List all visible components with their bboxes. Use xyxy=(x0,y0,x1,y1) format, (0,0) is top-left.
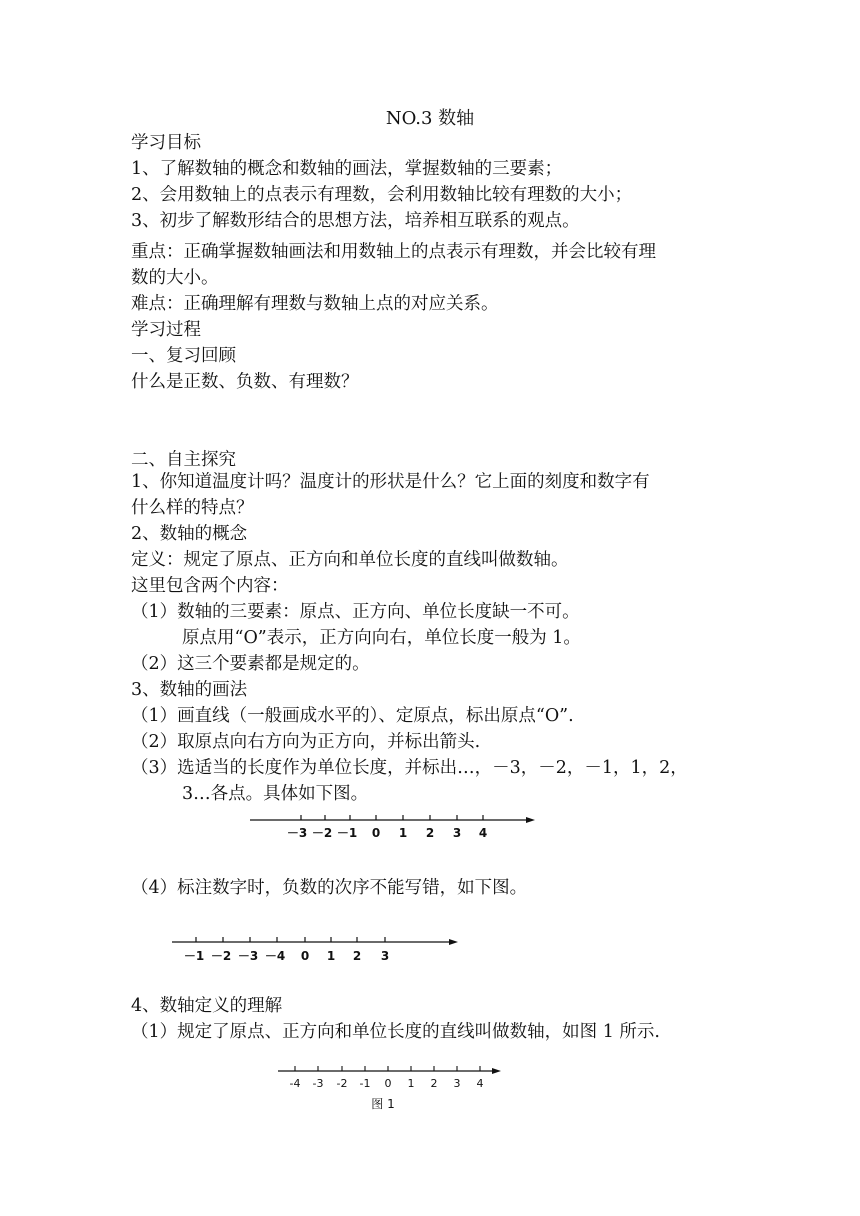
tick-label: 1 xyxy=(407,1077,415,1090)
definition-understanding-1: （1）规定了原点、正方向和单位长度的直线叫做数轴，如图 1 所示. xyxy=(131,1022,660,1042)
tick-label: －1 xyxy=(183,949,205,963)
heading-process: 学习过程 xyxy=(131,320,201,340)
contents-intro: 这里包含两个内容： xyxy=(131,576,289,596)
section-explore: 二、自主探究 xyxy=(131,450,236,470)
tick-label: －3 xyxy=(286,826,308,840)
tick-label: 0 xyxy=(300,949,310,963)
tick-label: －4 xyxy=(264,949,286,963)
tick-label: -1 xyxy=(359,1077,371,1090)
tick-label: 4 xyxy=(476,1077,484,1090)
figure-caption: 图 1 xyxy=(371,1097,395,1111)
tick-label: －2 xyxy=(210,949,232,963)
tick-label: 3 xyxy=(380,949,390,963)
section-review: 一、复习回顾 xyxy=(131,346,236,366)
tick-label: 2 xyxy=(425,826,435,840)
number-line-figure-3 xyxy=(275,1062,510,1114)
tick-label: 0 xyxy=(371,826,381,840)
tick-label: －3 xyxy=(237,949,259,963)
tick-label: －2 xyxy=(311,826,333,840)
heading-objectives: 学习目标 xyxy=(131,133,201,153)
tick-label: 3 xyxy=(452,826,462,840)
tick-label: －1 xyxy=(336,826,358,840)
tick-label: 2 xyxy=(430,1077,438,1090)
tick-label: -3 xyxy=(312,1077,324,1090)
drawing-step-2: （2）取原点向右方向为正方向，并标出箭头. xyxy=(131,732,481,752)
drawing-step-1: （1）画直线（一般画成水平的）、定原点，标出原点“O”. xyxy=(131,706,574,726)
objective-2: 2、会用数轴上的点表示有理数，会利用数轴比较有理数的大小； xyxy=(131,185,633,205)
key-point-line-1: 重点：正确掌握数轴画法和用数轴上的点表示有理数，并会比较有理 xyxy=(131,242,656,262)
tick-label: 1 xyxy=(326,949,336,963)
definition: 定义：规定了原点、正方向和单位长度的直线叫做数轴。 xyxy=(131,550,569,570)
thermometer-question-2: 什么样的特点？ xyxy=(131,498,254,518)
page-title: NO.3 数轴 xyxy=(385,108,475,129)
definition-understanding-heading: 4、数轴定义的理解 xyxy=(131,996,283,1016)
number-line-2 xyxy=(168,932,468,966)
key-point-line-2: 数的大小。 xyxy=(131,268,219,288)
origin-note: 原点用“O”表示，正方向向右，单位长度一般为 1。 xyxy=(182,628,581,648)
tick-label: 2 xyxy=(352,949,362,963)
drawing-step-3b: 3…各点。具体如下图。 xyxy=(182,784,369,804)
objective-3: 3、初步了解数形结合的思想方法，培养相互联系的观点。 xyxy=(131,211,580,231)
objective-1: 1、了解数轴的概念和数轴的画法，掌握数轴的三要素； xyxy=(131,159,563,179)
elements-defined: （2）这三个要素都是规定的。 xyxy=(131,654,370,674)
concept-heading: 2、数轴的概念 xyxy=(131,524,248,544)
tick-label: -2 xyxy=(336,1077,348,1090)
review-question: 什么是正数、负数、有理数？ xyxy=(131,372,359,392)
tick-label: 0 xyxy=(384,1077,392,1090)
tick-label: 4 xyxy=(478,826,488,840)
number-line-1 xyxy=(245,808,540,842)
three-elements: （1）数轴的三要素：原点、正方向、单位长度缺一不可。 xyxy=(131,602,580,622)
drawing-step-3a: （3）选适当的长度作为单位长度，并标出…，－3，－2，－1，1，2， xyxy=(131,758,688,778)
drawing-step-4: （4）标注数字时，负数的次序不能写错，如下图。 xyxy=(131,878,528,898)
number-line-3 xyxy=(275,1062,510,1114)
number-line-figure-1 xyxy=(245,808,540,842)
drawing-heading: 3、数轴的画法 xyxy=(131,680,248,700)
tick-label: -4 xyxy=(289,1077,301,1090)
number-line-figure-2 xyxy=(168,932,468,966)
tick-label: 3 xyxy=(453,1077,461,1090)
tick-label: 1 xyxy=(398,826,408,840)
difficult-point: 难点：正确理解有理数与数轴上点的对应关系。 xyxy=(131,294,499,314)
thermometer-question-1: 1、你知道温度计吗？温度计的形状是什么？它上面的刻度和数字有 xyxy=(131,472,650,492)
